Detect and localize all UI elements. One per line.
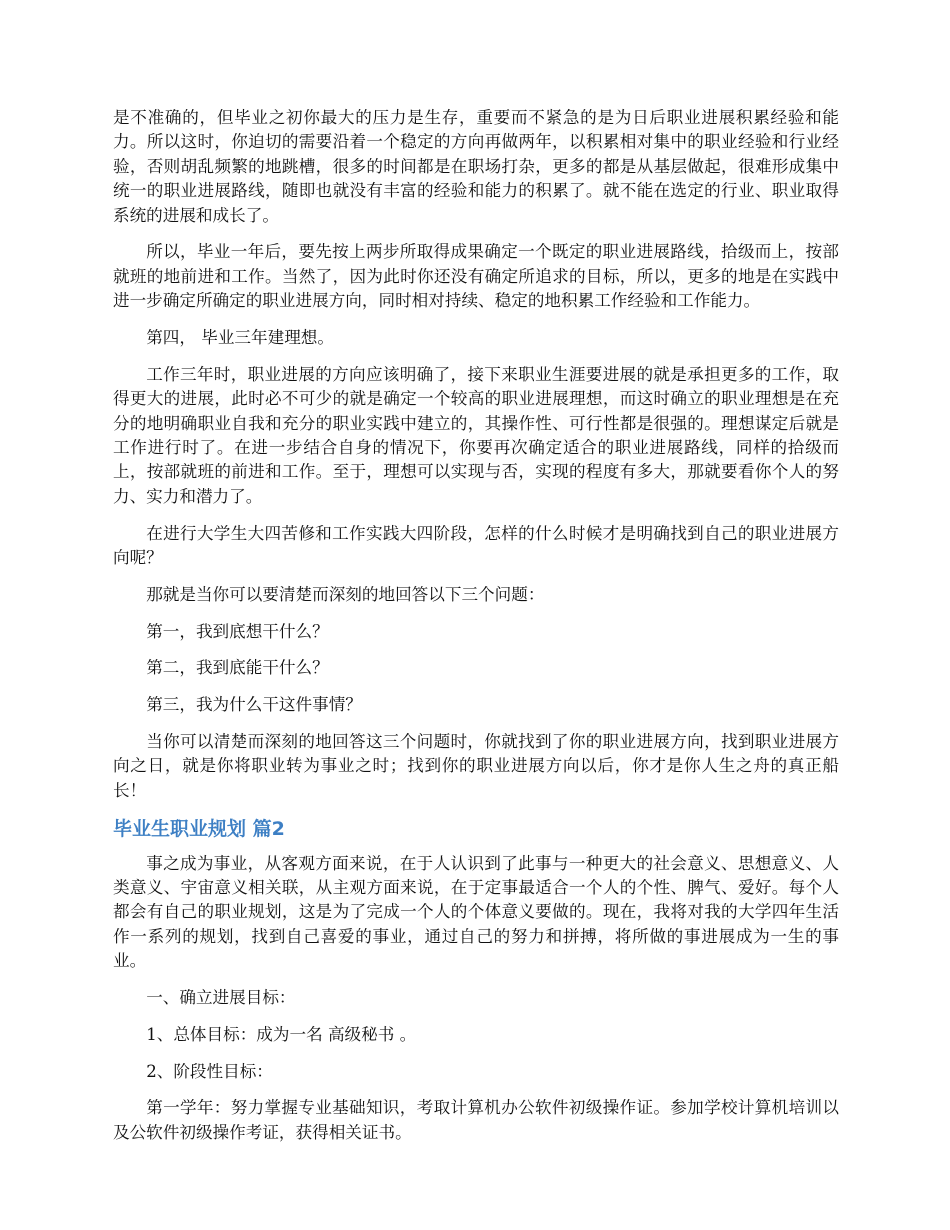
paragraph: 那就是当你可以要清楚而深刻的地回答以下三个问题： [146, 584, 545, 604]
paragraph: 1、总体目标：成为一名 高级秘书 。 [146, 1024, 417, 1044]
paragraph: 当你可以清楚而深刻的地回答这三个问题时，你就找到了你的职业进展方向，找到职业进展方向之日，就是你将职业转为事业之时；找到你的职业进展方向以后，你才是你人生之舟的真正船长！ [113, 732, 839, 800]
question-item: 第三，我为什么干这件事情？ [146, 695, 362, 715]
question-item: 第二，我到底能干什么？ [146, 658, 329, 678]
paragraph: 工作三年时，职业进展的方向应该明确了，接下来职业生涯要进展的就是承担更多的工作，取得更大的进展，此时必不可少的就是确定一个较高的职业进展理想，而这时确立的职业理想是在充分的地明确职业自我和充分的职业实践中建立的，其操作性、可行性都是很强的。理想谋定后就是工作进行时了。在进一步结合自身的情况下，你要再次确定适合的职业进展路线，同样的拾级而上，按部就班的前进和工作。至于，理想可以实现与否，实现的程度有多大，那就要看你个人的努力、实力和潜力了。 [113, 364, 839, 506]
paragraph: 一、确立进展目标： [146, 988, 296, 1008]
question-item: 第一，我到底想干什么？ [146, 621, 329, 641]
document-page [113, 106, 839, 1158]
paragraph: 在进行大学生大四苦修和工作实践大四阶段，怎样的什么时候才是明确找到自己的职业进展方向呢？ [113, 523, 839, 568]
paragraph: 第四， 毕业三年建理想。 [146, 328, 334, 348]
paragraph: 事之成为事业，从客观方面来说，在于人认识到了此事与一种更大的社会意义、思想意义、人类意义、宇宙意义相关联，从主观方面来说，在于定事最适合一个人的个性、脾气、爱好。每个人都会有自己的职业规划，这是为了完成一个人的个体意义要做的。现在，我将对我的大学四年生活作一系列的规划，找到自己喜爱的事业，通过自己的努力和拼搏，将所做的事进展成为一生的事业。 [113, 853, 839, 971]
paragraph: 所以，毕业一年后，要先按上两步所取得成果确定一个既定的职业进展路线，拾级而上，按部就班的地前进和工作。当然了，因为此时你还没有确定所追求的目标，所以，更多的地是在实践中进一步确定所确定的职业进展方向，同时相对持续、稳定的地积累工作经验和工作能力。 [113, 242, 839, 311]
paragraph: 是不准确的，但毕业之初你最大的压力是生存，重要而不紧急的是为日后职业进展积累经验和能力。所以这时，你迫切的需要沿着一个稳定的方向再做两年，以积累相对集中的职业经验和行业经验，否则胡乱频繁的地跳槽，很多的时间都是在职场打杂，更多的都是从基层做起，很难形成集中统一的职业进展路线，随即也就没有丰富的经验和能力的积累了。就不能在选定的行业、职业取得系统的进展和成长了。 [113, 108, 839, 225]
section-heading: 毕业生职业规划 篇2 [113, 817, 285, 840]
paragraph: 2、阶段性目标： [146, 1061, 273, 1081]
paragraph: 第一学年：努力掌握专业基础知识，考取计算机办公软件初级操作证。参加学校计算机培训以及公软件初级操作考证，获得相关证书。 [113, 1098, 839, 1142]
